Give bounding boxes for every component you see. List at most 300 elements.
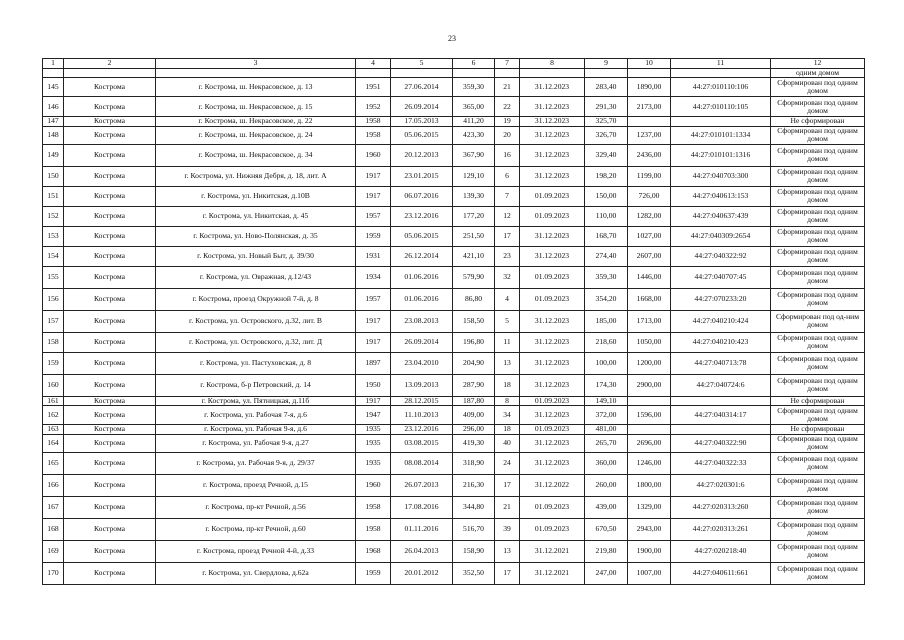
cell-number: 151 <box>43 186 64 206</box>
cell-number: 150 <box>43 166 64 186</box>
cell-cadastral: 44:27:040210:423 <box>671 332 771 352</box>
cell-col-6 <box>453 69 495 78</box>
cell-area: 129,10 <box>453 166 495 186</box>
cell-address: г. Кострома, ул. Рабочая 9-я, д. 29/37 <box>156 452 356 474</box>
cell-cadastral: 44:27:040322:90 <box>671 434 771 452</box>
cell-city: Кострома <box>64 496 156 518</box>
cell-value-10: 2436,00 <box>628 144 671 166</box>
cell-city: Кострома <box>64 332 156 352</box>
cell-area: 158,90 <box>453 540 495 562</box>
header-row <box>43 59 865 69</box>
cell-cadastral: 44:27:040309:2654 <box>671 226 771 246</box>
table-row <box>43 126 865 144</box>
cell-number: 145 <box>43 78 64 97</box>
cell-status: Сформирован под одним домом <box>771 288 865 310</box>
cell-cadastral <box>671 425 771 434</box>
table-row <box>43 78 865 97</box>
cell-date: 05.06.2015 <box>391 226 453 246</box>
cell-status: Сформирован под одним домом <box>771 474 865 496</box>
cell-area: 579,90 <box>453 266 495 288</box>
cell-count: 32 <box>495 266 520 288</box>
cell-value-10: 726,00 <box>628 186 671 206</box>
cell-count: 16 <box>495 144 520 166</box>
cell-end-date: 31.12.2021 <box>520 562 585 584</box>
cell-end-date: 31.12.2023 <box>520 352 585 374</box>
cell-city: Кострома <box>64 562 156 584</box>
cell-year: 1959 <box>356 226 391 246</box>
cell-number: 161 <box>43 396 64 405</box>
cell-year: 1958 <box>356 518 391 540</box>
header-col-12: 12 <box>771 59 865 69</box>
cell-address: г. Кострома, пр-кт Речной, д.56 <box>156 496 356 518</box>
table-row <box>43 206 865 226</box>
cell-end-date: 31.12.2023 <box>520 117 585 126</box>
cell-year: 1958 <box>356 117 391 126</box>
cell-value-9: 325,70 <box>585 117 628 126</box>
table-row <box>43 144 865 166</box>
cell-year: 1935 <box>356 434 391 452</box>
cell-city: Кострома <box>64 310 156 332</box>
cell-value-10: 2696,00 <box>628 434 671 452</box>
cell-value-10: 1668,00 <box>628 288 671 310</box>
cell-status: Сформирован под одним домом <box>771 496 865 518</box>
table-row <box>43 540 865 562</box>
cell-number: 159 <box>43 352 64 374</box>
cell-value-10 <box>628 425 671 434</box>
cell-value-10: 2173,00 <box>628 97 671 117</box>
cell-area: 251,50 <box>453 226 495 246</box>
cell-city: Кострома <box>64 374 156 396</box>
housing-table <box>42 58 865 585</box>
cell-city: Кострома <box>64 540 156 562</box>
cell-status: Сформирован под одним домом <box>771 266 865 288</box>
cell-year: 1957 <box>356 288 391 310</box>
cell-number: 167 <box>43 496 64 518</box>
cell-end-date: 31.12.2023 <box>520 310 585 332</box>
cell-area: 367,90 <box>453 144 495 166</box>
cell-date: 27.06.2014 <box>391 78 453 97</box>
cell-count: 34 <box>495 406 520 425</box>
cell-value-9: 265,70 <box>585 434 628 452</box>
cell-value-9: 150,00 <box>585 186 628 206</box>
cell-city: Кострома <box>64 452 156 474</box>
cell-value-9: 100,00 <box>585 352 628 374</box>
cell-area: 204,90 <box>453 352 495 374</box>
cell-area: 187,80 <box>453 396 495 405</box>
cell-address: г. Кострома, ул. Свердлова, д.62а <box>156 562 356 584</box>
cell-value-9: 283,40 <box>585 78 628 97</box>
table-row <box>43 396 865 405</box>
cell-end-date: 31.12.2023 <box>520 226 585 246</box>
cell-count: 22 <box>495 97 520 117</box>
cell-value-10 <box>628 396 671 405</box>
cell-number: 165 <box>43 452 64 474</box>
cell-date: 06.07.2016 <box>391 186 453 206</box>
cell-address: г. Кострома, ул. Островского, д.32, лит. В <box>156 310 356 332</box>
cell-count: 40 <box>495 434 520 452</box>
cell-area: 419,30 <box>453 434 495 452</box>
cell-address: г. Кострома, ул. Новый Быт, д. 39/30 <box>156 246 356 266</box>
table-row <box>43 374 865 396</box>
cell-year: 1958 <box>356 496 391 518</box>
cell-number: 153 <box>43 226 64 246</box>
cell-count: 5 <box>495 310 520 332</box>
cell-value-9: 174,30 <box>585 374 628 396</box>
cell-status: Не сформирован <box>771 117 865 126</box>
cell-value-10: 1446,00 <box>628 266 671 288</box>
cell-status: Сформирован под одним домом <box>771 126 865 144</box>
cell-col-1 <box>43 69 64 78</box>
cell-cadastral: 44:27:010110:106 <box>671 78 771 97</box>
cell-col-8 <box>520 69 585 78</box>
cell-area: 216,30 <box>453 474 495 496</box>
cell-area: 196,80 <box>453 332 495 352</box>
cell-date: 01.06.2016 <box>391 266 453 288</box>
cell-cadastral: 44:27:040707:45 <box>671 266 771 288</box>
header-col-9: 9 <box>585 59 628 69</box>
cell-col-2 <box>64 69 156 78</box>
cell-count: 13 <box>495 352 520 374</box>
cell-address: г. Кострома, ул. Нижняя Дебря, д. 18, лит. А <box>156 166 356 186</box>
cell-value-10: 1329,00 <box>628 496 671 518</box>
cell-cadastral: 44:27:040637:439 <box>671 206 771 226</box>
cell-col-11 <box>671 69 771 78</box>
cell-city: Кострома <box>64 246 156 266</box>
cell-status: Сформирован под одним домом <box>771 97 865 117</box>
table-row <box>43 117 865 126</box>
cell-address: г. Кострома, ул. Ново-Полянская, д. 35 <box>156 226 356 246</box>
cell-cadastral: 44:27:040613:153 <box>671 186 771 206</box>
cell-number: 164 <box>43 434 64 452</box>
cell-area: 296,00 <box>453 425 495 434</box>
cell-address: г. Кострома, ул. Овражная, д.12/43 <box>156 266 356 288</box>
cell-date: 17.08.2016 <box>391 496 453 518</box>
cell-date: 26.07.2013 <box>391 474 453 496</box>
cell-cadastral: 44:27:010101:1316 <box>671 144 771 166</box>
cell-cadastral: 44:27:020301:6 <box>671 474 771 496</box>
cell-area: 158,50 <box>453 310 495 332</box>
cell-value-10: 1050,00 <box>628 332 671 352</box>
table-row <box>43 97 865 117</box>
table-row <box>43 562 865 584</box>
cell-status: Сформирован под одним домом <box>771 226 865 246</box>
cell-address: г. Кострома, ш. Некрасовское, д. 13 <box>156 78 356 97</box>
cell-value-10: 2943,00 <box>628 518 671 540</box>
cell-value-9: 219,80 <box>585 540 628 562</box>
cell-number: 160 <box>43 374 64 396</box>
cell-status: Сформирован под одним домом <box>771 562 865 584</box>
table-row <box>43 496 865 518</box>
cell-cadastral: 44:27:040322:92 <box>671 246 771 266</box>
cell-end-date: 31.12.2023 <box>520 406 585 425</box>
cell-end-date: 31.12.2023 <box>520 332 585 352</box>
cell-end-date: 31.12.2023 <box>520 246 585 266</box>
cell-col-5 <box>391 69 453 78</box>
cell-col-3 <box>156 69 356 78</box>
cell-number: 157 <box>43 310 64 332</box>
cell-value-10: 1007,00 <box>628 562 671 584</box>
cell-status: Сформирован под одним домом <box>771 540 865 562</box>
cell-count: 19 <box>495 117 520 126</box>
cell-end-date: 31.12.2023 <box>520 78 585 97</box>
cell-city: Кострома <box>64 406 156 425</box>
cell-end-date: 31.12.2023 <box>520 166 585 186</box>
header-col-5: 5 <box>391 59 453 69</box>
cell-date: 26.12.2014 <box>391 246 453 266</box>
table-row <box>43 406 865 425</box>
cell-city: Кострома <box>64 206 156 226</box>
cell-city: Кострома <box>64 288 156 310</box>
cell-date: 20.12.2013 <box>391 144 453 166</box>
header-col-2: 2 <box>64 59 156 69</box>
cell-address: г. Кострома, ул. Островского, д.32, лит. Д <box>156 332 356 352</box>
cell-status: одним домом <box>771 69 865 78</box>
cell-address: г. Кострома, проезд Речной 4-й, д.33 <box>156 540 356 562</box>
cell-cadastral: 44:27:040713:78 <box>671 352 771 374</box>
cell-cadastral: 44:27:040322:33 <box>671 452 771 474</box>
cell-city: Кострома <box>64 126 156 144</box>
cell-city: Кострома <box>64 352 156 374</box>
cell-cadastral: 44:27:020313:261 <box>671 518 771 540</box>
cell-address: г. Кострома, ул. Пастуховская, д. 8 <box>156 352 356 374</box>
cell-date: 26.04.2013 <box>391 540 453 562</box>
cell-number: 147 <box>43 117 64 126</box>
cell-year: 1897 <box>356 352 391 374</box>
cell-value-9: 439,00 <box>585 496 628 518</box>
header-col-1: 1 <box>43 59 64 69</box>
cell-cadastral: 44:27:070233:20 <box>671 288 771 310</box>
cell-year: 1952 <box>356 97 391 117</box>
cell-number: 168 <box>43 518 64 540</box>
cell-count: 13 <box>495 540 520 562</box>
cell-cadastral: 44:27:040314:17 <box>671 406 771 425</box>
cell-number: 170 <box>43 562 64 584</box>
cell-city: Кострома <box>64 97 156 117</box>
cell-date: 05.06.2015 <box>391 126 453 144</box>
cell-date: 23.04.2010 <box>391 352 453 374</box>
cell-number: 156 <box>43 288 64 310</box>
table-row <box>43 166 865 186</box>
cell-end-date: 31.12.2023 <box>520 144 585 166</box>
cell-value-9: 360,00 <box>585 452 628 474</box>
cell-date: 23.01.2015 <box>391 166 453 186</box>
cell-value-9: 359,30 <box>585 266 628 288</box>
cell-area: 139,30 <box>453 186 495 206</box>
cell-date: 17.05.2013 <box>391 117 453 126</box>
table-row <box>43 332 865 352</box>
cell-number: 148 <box>43 126 64 144</box>
cell-number: 158 <box>43 332 64 352</box>
cell-value-9: 670,50 <box>585 518 628 540</box>
cell-date: 26.09.2014 <box>391 332 453 352</box>
table-row <box>43 425 865 434</box>
cell-year: 1947 <box>356 406 391 425</box>
cell-count: 11 <box>495 332 520 352</box>
cell-count: 18 <box>495 425 520 434</box>
cell-end-date: 31.12.2021 <box>520 540 585 562</box>
cell-year: 1917 <box>356 166 391 186</box>
cell-cadastral: 44:27:040210:424 <box>671 310 771 332</box>
cell-area: 287,90 <box>453 374 495 396</box>
cell-value-9: 260,00 <box>585 474 628 496</box>
cell-date: 23.08.2013 <box>391 310 453 332</box>
cell-address: г. Кострома, пр-кт Речной, д.60 <box>156 518 356 540</box>
cell-cadastral: 44:27:020313:260 <box>671 496 771 518</box>
cell-cadastral: 44:27:040611:661 <box>671 562 771 584</box>
cell-status: Сформирован под одним домом <box>771 406 865 425</box>
cell-area: 411,20 <box>453 117 495 126</box>
cell-address: г. Кострома, проезд Окружной 7-й, д. 8 <box>156 288 356 310</box>
cell-date: 23.12.2016 <box>391 425 453 434</box>
cell-status: Сформирован под одним домом <box>771 206 865 226</box>
cell-date: 08.08.2014 <box>391 452 453 474</box>
cell-city: Кострома <box>64 186 156 206</box>
cell-address: г. Кострома, ул. Рабочая 9-я, д.27 <box>156 434 356 452</box>
cell-end-date: 31.12.2023 <box>520 374 585 396</box>
cell-cadastral: 44:27:040724:6 <box>671 374 771 396</box>
table-row <box>43 288 865 310</box>
cell-year: 1960 <box>356 474 391 496</box>
cell-date: 28.12.2015 <box>391 396 453 405</box>
cell-count: 24 <box>495 452 520 474</box>
cell-value-9: 247,00 <box>585 562 628 584</box>
table-row <box>43 266 865 288</box>
header-col-10: 10 <box>628 59 671 69</box>
cell-city: Кострома <box>64 425 156 434</box>
cell-number: 154 <box>43 246 64 266</box>
cell-status: Сформирован под одним домом <box>771 518 865 540</box>
cell-year: 1960 <box>356 144 391 166</box>
cell-year: 1917 <box>356 310 391 332</box>
cell-year: 1958 <box>356 126 391 144</box>
cell-end-date: 31.12.2023 <box>520 452 585 474</box>
cell-count: 20 <box>495 126 520 144</box>
cell-value-9: 326,70 <box>585 126 628 144</box>
cell-status: Сформирован под одним домом <box>771 186 865 206</box>
cell-address: г. Кострома, ш. Некрасовское, д. 15 <box>156 97 356 117</box>
cell-cadastral: 44:27:010110:105 <box>671 97 771 117</box>
header-col-3: 3 <box>156 59 356 69</box>
cell-value-10: 1199,00 <box>628 166 671 186</box>
cell-end-date: 01.09.2023 <box>520 496 585 518</box>
header-col-6: 6 <box>453 59 495 69</box>
cell-area: 365,00 <box>453 97 495 117</box>
cell-year: 1957 <box>356 206 391 226</box>
cell-date: 11.10.2013 <box>391 406 453 425</box>
cell-number: 162 <box>43 406 64 425</box>
cell-number: 152 <box>43 206 64 226</box>
cell-count: 4 <box>495 288 520 310</box>
header-col-11: 11 <box>671 59 771 69</box>
cell-value-10: 1900,00 <box>628 540 671 562</box>
cell-date: 26.09.2014 <box>391 97 453 117</box>
cell-city: Кострома <box>64 78 156 97</box>
cell-address: г. Кострома, ул. Рабочая 7-я, д.6 <box>156 406 356 425</box>
cell-city: Кострома <box>64 434 156 452</box>
cell-value-9: 372,00 <box>585 406 628 425</box>
cell-area: 423,30 <box>453 126 495 144</box>
cell-year: 1951 <box>356 78 391 97</box>
cell-area: 352,50 <box>453 562 495 584</box>
cell-value-10: 1237,00 <box>628 126 671 144</box>
cell-value-9: 110,00 <box>585 206 628 226</box>
cell-date: 01.11.2016 <box>391 518 453 540</box>
cell-status: Сформирован под одним домом <box>771 352 865 374</box>
cell-cadastral: 44:27:020218:40 <box>671 540 771 562</box>
cell-value-10 <box>628 117 671 126</box>
cell-value-10: 1200,00 <box>628 352 671 374</box>
cell-count: 21 <box>495 78 520 97</box>
cell-end-date: 31.12.2023 <box>520 434 585 452</box>
cell-col-4 <box>356 69 391 78</box>
cell-count: 17 <box>495 562 520 584</box>
cell-city: Кострома <box>64 226 156 246</box>
cell-end-date: 31.12.2023 <box>520 126 585 144</box>
cell-count: 12 <box>495 206 520 226</box>
cell-date: 01.06.2016 <box>391 288 453 310</box>
cell-area: 177,20 <box>453 206 495 226</box>
cell-city: Кострома <box>64 474 156 496</box>
cell-address: г. Кострома, б-р Петровский, д. 14 <box>156 374 356 396</box>
cell-address: г. Кострома, проезд Речной, д.15 <box>156 474 356 496</box>
cell-status: Сформирован под одним домом <box>771 434 865 452</box>
table-row <box>43 474 865 496</box>
header-col-8: 8 <box>520 59 585 69</box>
cell-count: 8 <box>495 396 520 405</box>
cell-value-9: 198,20 <box>585 166 628 186</box>
cell-number: 169 <box>43 540 64 562</box>
cell-value-9: 185,00 <box>585 310 628 332</box>
cell-end-date: 01.09.2023 <box>520 288 585 310</box>
table-row <box>43 452 865 474</box>
cell-area: 86,80 <box>453 288 495 310</box>
cell-address: г. Кострома, ул. Пятницкая, д.11б <box>156 396 356 405</box>
cell-area: 409,00 <box>453 406 495 425</box>
cell-count: 6 <box>495 166 520 186</box>
table-row <box>43 310 865 332</box>
cell-value-9: 481,00 <box>585 425 628 434</box>
cell-cadastral: 44:27:040703:300 <box>671 166 771 186</box>
cell-value-10: 1246,00 <box>628 452 671 474</box>
cell-address: г. Кострома, ул. Никитская, д. 45 <box>156 206 356 226</box>
cell-year: 1934 <box>356 266 391 288</box>
cell-status: Сформирован под одним домом <box>771 144 865 166</box>
cell-city: Кострома <box>64 396 156 405</box>
cell-number: 146 <box>43 97 64 117</box>
cell-count: 18 <box>495 374 520 396</box>
table-body <box>43 69 865 585</box>
cell-status: Сформирован под одним домом <box>771 374 865 396</box>
cell-value-9: 274,40 <box>585 246 628 266</box>
cell-value-10: 1890,00 <box>628 78 671 97</box>
cell-value-10: 1027,00 <box>628 226 671 246</box>
cell-value-9: 329,40 <box>585 144 628 166</box>
cell-address: г. Кострома, ш. Некрасовское, д. 34 <box>156 144 356 166</box>
cell-end-date: 01.09.2023 <box>520 518 585 540</box>
cell-city: Кострома <box>64 518 156 540</box>
cell-status: Сформирован под одним домом <box>771 452 865 474</box>
cell-cadastral <box>671 396 771 405</box>
cell-value-10: 2900,00 <box>628 374 671 396</box>
cell-status: Сформирован под одним домом <box>771 332 865 352</box>
cell-count: 21 <box>495 496 520 518</box>
cell-address: г. Кострома, ул. Никитская, д.10В <box>156 186 356 206</box>
cell-end-date: 31.12.2023 <box>520 97 585 117</box>
cell-value-10: 1713,00 <box>628 310 671 332</box>
cell-date: 03.08.2015 <box>391 434 453 452</box>
cell-status: Сформирован под одним домом <box>771 78 865 97</box>
cell-city: Кострома <box>64 266 156 288</box>
